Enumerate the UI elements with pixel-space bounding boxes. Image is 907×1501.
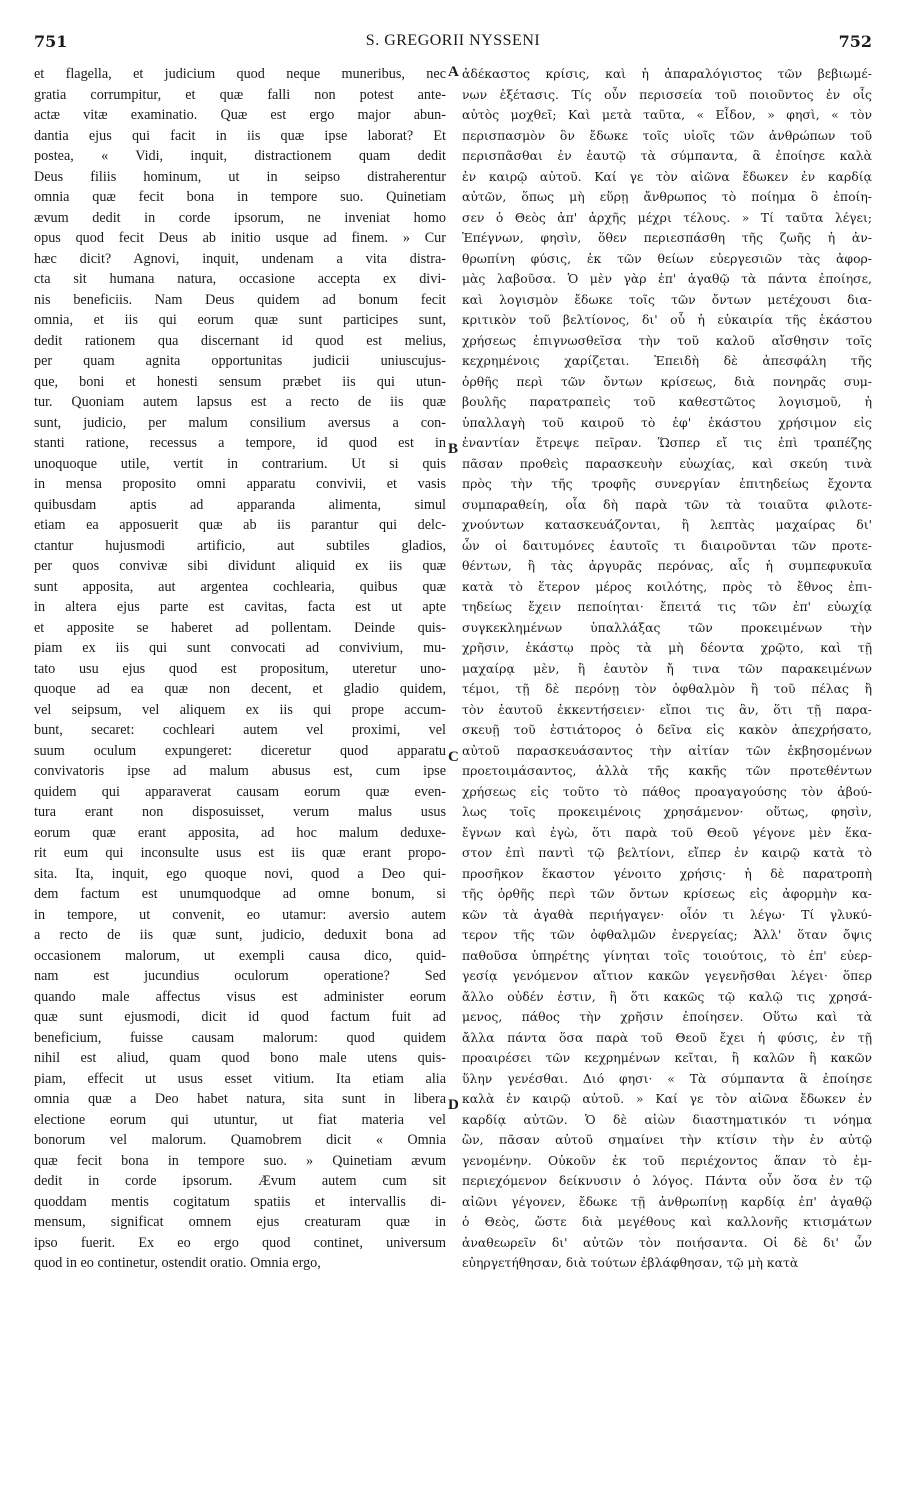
greek-text-line: σεν ὁ Θεὸς ἀπ' ἀρχῆς μέχρι τέλους. » Τί ταῦτα λέγει; xyxy=(462,209,872,225)
greek-text-line: Ἐπέγνων, φησὶν, ὅθεν περιεσπάσθη τῆς ζωῆς ἡ ἀν- xyxy=(462,230,872,245)
greek-text-line: ἀδέκαστος κρίσις, καὶ ἡ ἀπαραλόγιστος τῶν βεβιωμέ- xyxy=(462,66,872,81)
greek-text-line: τερον τῆς τῶν ὀφθαλμῶν ἐνεργείας; Ἀλλ' ὅταν ὄψις xyxy=(462,927,872,942)
greek-text-line: στον ἐπὶ παντὶ τῷ βελτίονι, εἴπερ ἐν καιρῷ κατὰ τὸ xyxy=(462,845,872,860)
greek-text-line: συμπαραθείη, οἷα δὴ παρὰ τῶν τὰ τοιαῦτα φιλοτε- xyxy=(462,496,872,512)
latin-text-line: actæ vitæ examinatio. Quæ est ergo major abun- xyxy=(34,107,446,123)
greek-text-line: αὐτὸς μοχθεῖ; Καὶ μετὰ ταῦτα, « Εἶδον, » φησὶ, « τὸν xyxy=(462,107,872,122)
latin-text-line: et apposite se haberet ad pollentam. Deinde quis- xyxy=(34,619,446,636)
section-marker-c: C xyxy=(448,749,459,765)
greek-text-line: σκευῇ τοῦ ἑστιάτορος ὁ δεῖνα εἰς κακὸν ἀπεχρήσατο, xyxy=(462,722,872,737)
latin-text-line: suum oculum expungeret: diceretur quod apparatu xyxy=(34,742,446,759)
latin-text-line: ctantur hujusmodi artificio, aut subtiles gladios, xyxy=(34,537,446,554)
greek-text-line: τέμοι, τῇ δὲ περόνῃ τὸν ὀφθαλμὸν ἢ τοῦ πέλας ἢ xyxy=(462,681,872,696)
greek-text-line: ἐναντίαν ἔτρεψε πεῖραν. Ὥσπερ εἴ τις ἐπὶ τραπέζης xyxy=(462,435,872,450)
greek-text-line: θέντων, ἢ τὰς ἀργυρᾶς περόνας, αἷς ἡ συμπεφυκυῖα xyxy=(462,558,872,573)
greek-text-line: παθοῦσα ὑπηρέτης γίνηται τοῖς τοιούτοις, τὸ ἐπ' εὐερ- xyxy=(462,947,872,963)
greek-text-line: αὐτοῦ παρασκευάσαντος τὴν αἰτίαν τῶν ἐκβησομένων xyxy=(462,742,872,758)
latin-text-line: bonorum vel malorum. Quamobrem dicit « Omnia xyxy=(34,1132,446,1148)
latin-text-line: tato usu ejus quod est propositum, uteretur uno- xyxy=(34,660,446,677)
greek-text-line: χρῆσιν, ἑκάστῳ πρὸς τὰ μὴ δέοντα χρῷτο, καὶ τῇ xyxy=(462,640,872,655)
latin-text-line: nis beneficiis. Nam Deus quidem ad bonum fecit xyxy=(34,291,446,308)
greek-text-line: καρδίᾳ αὐτῶν. Ὁ δὲ αἰὼν διαστηματικόν τι νόημα xyxy=(462,1111,872,1127)
greek-text-line: ὢν, πᾶσαν αὐτοῦ σημαίνει τὴν κτίσιν τὴν ἐν αὐτῷ xyxy=(462,1132,872,1147)
latin-text-line: opus quod fecit Deus ab initio usque ad finem. » Cur xyxy=(34,230,446,246)
greek-text-line: πρὸς τὴν τῆς τροφῆς συνεργίαν ἐπιτηδείως ἔχοντα xyxy=(462,476,872,491)
greek-text-line: χρήσεως εἰς τοῦτο τὸ πάθος προαγαγούσης τὸν ἀβού- xyxy=(462,783,872,799)
greek-text-line: κεχρημένοις χαρίζεται. Ἐπειδὴ δὲ ἀπεσφάλη τῆς xyxy=(462,353,872,368)
greek-text-line: προαιρέσει τῶν κεχρημένων κεῖται, ἢ καλῶν ἢ κακῶν xyxy=(462,1050,872,1065)
latin-text-line: et flagella, et judicium quod neque muneribus, nec xyxy=(34,66,446,82)
greek-text-line: χνούντων κατασκευάζονται, ἢ λεπτὰς μαχαίρας δι' xyxy=(462,517,872,532)
latin-text-line: eorum quæ erant apposita, ad hoc malum deduxe- xyxy=(34,824,446,841)
greek-text-line: ὁ Θεὸς, ὥστε διὰ μεγέθους καὶ καλλονῆς κτισμάτων xyxy=(462,1214,872,1229)
greek-text-line: γεσίᾳ γενόμενον αἴτιον κακῶν γεγενῆσθαι λέγει· ὅπερ xyxy=(462,968,872,983)
greek-text-line: πᾶσαν προθεὶς παρασκευὴν εὐωχίας, καὶ σκεύη τινὰ xyxy=(462,455,872,471)
greek-text-line: κῶν τὰ ἀγαθὰ περιήγαγεν· οἷόν τι λέγω· Τί γλυκύ- xyxy=(462,906,872,922)
greek-text-line: προσῆκον ἕκαστον γένοιτο χρήσις· ἡ δὲ παρατροπὴ xyxy=(462,865,872,881)
greek-text-line: κατὰ τὸ ἕτερον μέρος κοιλότης, πρὸς τὸ ἔθνος ἐπι- xyxy=(462,578,872,594)
latin-text-line: cta sit humana natura, occasione accepta ex divi- xyxy=(34,271,446,287)
greek-text-line: νων ἐξέτασις. Τίς οὖν περισσεία τοῦ ποιοῦντος ἐν οἷς xyxy=(462,86,872,102)
latin-text-line: ipso fuerit. Ex eo ergo quod continet, universum xyxy=(34,1234,446,1251)
greek-text-line: κριτικὸν τοῦ βελτίονος, δι' οὗ ἡ εὐκαιρία τῆς ἑκάστου xyxy=(462,312,872,327)
latin-text-line: quando male affectus visus est administer eorum xyxy=(34,988,446,1005)
latin-text-line: omnia quæ a Deo habet natura, sita sunt in libera xyxy=(34,1091,446,1107)
section-marker-a: A xyxy=(448,64,459,80)
greek-text-line: μαχαίρᾳ μὲν, ἢ ἑαυτὸν ἤ τινα τῶν παρακειμένων xyxy=(462,660,872,676)
latin-text-line: etiam ea apposuerit quæ ab iis parantur qui delc- xyxy=(34,517,446,533)
greek-text-line: προετοιμάσαντος, ἀλλὰ τῆς κακῆς τῶν προτεθέντων xyxy=(462,763,872,778)
greek-text-line: χρήσεως ἐπιγνωσθεῖσα τὴν τοῦ καλοῦ αἴσθησιν τοῖς xyxy=(462,332,872,348)
latin-text-line: tura erant non disposuisset, verum malus usus xyxy=(34,804,446,820)
greek-text-line: θρωπίνη φύσις, ἐκ τῶν θείων εὐεργεσιῶν τὰς ἀφορ- xyxy=(462,250,872,266)
latin-text-line: mensum, significat omnem ejus creaturam quæ in xyxy=(34,1214,446,1230)
latin-text-line: dem factum est unumquodque ad omne bonum, si xyxy=(34,886,446,902)
latin-text-line: sita. Ita, inquit, ego quoque novi, quod a Deo qui- xyxy=(34,865,446,882)
greek-text-line: αὐτῶν, ὅπως μὴ εὕρῃ ἄνθρωπος τὸ ποίημα ὃ ἐποίη- xyxy=(462,189,872,204)
latin-text-line: in mensa proposito omni apparatu convivii, et vasis xyxy=(34,476,446,492)
greek-text-line: ὀρθῆς περὶ τῶν ὄντων κρίσεως, διὰ πονηρᾶς συμ- xyxy=(462,373,872,389)
latin-text-line: in altera ejus parte est cavitas, facta est ut apte xyxy=(34,599,446,615)
greek-text-line: ἔγνων καὶ ἐγὼ, ὅτι παρὰ τοῦ Θεοῦ γέγονε μὲν ἕκα- xyxy=(462,824,872,840)
greek-text-line: αἰῶνι γέγονεν, ἔδωκε τῇ ἀνθρωπίνῃ καρδίᾳ ἐπ' ἀγαθῷ xyxy=(462,1193,872,1209)
latin-text-line: unoquoque utile, vertit in contrarium. Ut si quis xyxy=(34,455,446,472)
latin-text-line: piam, effecit ut usus esset vitium. Ita etiam alia xyxy=(34,1070,446,1087)
greek-text-line: μὰς λαβοῦσα. Ὁ μὲν γὰρ ἐπ' ἀγαθῷ τὰ πάντα ἐποίησε, xyxy=(462,271,872,286)
latin-text-line: a recto de iis quæ sunt, judicio, deduxit bona ad xyxy=(34,927,446,943)
latin-column xyxy=(34,64,446,1274)
latin-text-line: postea, « Vidi, inquit, distractionem quam dedit xyxy=(34,148,446,164)
latin-text-line: quoddam mentis cogitatum spatiis et intervallis di- xyxy=(34,1193,446,1210)
greek-text-line: καὶ λογισμὸν ἔδωκε τοῖς τῶν ὄντων μετέχουσι δια- xyxy=(462,291,872,307)
latin-text-line: omnia, et iis qui eorum quæ sunt participes sunt, xyxy=(34,312,446,328)
running-title: S. GREGORII NYSSENI xyxy=(365,32,541,49)
latin-text-line: per quam agnita opportunitas judicii uniuscujus- xyxy=(34,353,446,369)
greek-text-line: περιεχόμενον δείκνυσιν ὁ λόγος. Πάντα οὖν ὅσα ἐν τῷ xyxy=(462,1173,872,1188)
latin-text-line: electione eorum qui utuntur, ut fiat materia vel xyxy=(34,1111,446,1128)
latin-text-line: occasionem malorum, ut exempli causa dico, quid- xyxy=(34,947,446,964)
latin-text-line: quibusdam aptis ad apparanda alimenta, simul xyxy=(34,496,446,513)
latin-text-line: stanti ratione, recessus a tempore, id quod est in xyxy=(34,435,446,451)
greek-text-line: ἀναθεωρεῖν δι' αὐτῶν τὸν ποιήσαντα. Οἱ δὲ δι' ὧν xyxy=(462,1234,872,1250)
greek-text-line: ἄλλα πάντα ὅσα παρὰ τοῦ Θεοῦ ἔχει ἡ φύσις, ἐν τῇ xyxy=(462,1029,872,1045)
latin-text-line: nam est jucundius oculorum operatione? Sed xyxy=(34,968,446,984)
latin-text-line: dantia ejus qui facit in iis quæ ipse laborat? Et xyxy=(34,127,446,144)
latin-text-line: omnia quæ fecit bona in tempore suo. Quinetiam xyxy=(34,189,446,205)
latin-text-line: beneficium, fuisse causam malorum: quod quidem xyxy=(34,1029,446,1046)
greek-column xyxy=(462,64,872,1274)
greek-text-line: εὐηργετήθησαν, διὰ τούτων ἐβλάφθησαν, τῷ μὴ κατὰ xyxy=(462,1255,799,1270)
greek-text-line: περισπᾶσθαι ἐν ἑαυτῷ τὰ σύμπαντα, ἃ ἐποίησε καλὰ xyxy=(462,148,872,163)
latin-text-line: quidem qui apparaverat causam eorum quæ even- xyxy=(34,783,446,800)
section-marker-b: B xyxy=(448,441,459,457)
greek-text-line: τὸν ἑαυτοῦ ἐκκεντήσειεν· εἴποι τις ἂν, ὅτι τῇ παρα- xyxy=(462,701,872,717)
greek-text-line: ὑπαλλαγὴ τοῦ καιροῦ τὸ ἐφ' ἑκάστου χρήσιμον εἰς xyxy=(462,414,872,430)
latin-text-line: bunt, secaret: cochleari autem vel proximi, vel xyxy=(34,722,446,738)
greek-text-line: βουλῆς παρατραπεὶς τοῦ καθεστῶτος λογισμοῦ, ἡ xyxy=(462,394,872,409)
latin-text-line: nihil est aliud, quam quod bono male utens quis- xyxy=(34,1050,446,1066)
latin-text-line: in tempore, ut convenit, eo utamur: aversio autem xyxy=(34,906,446,923)
greek-text-line: τηδείως ἔχειν πεποίηται· ἔπειτά τις τῶν ἐπ' εὐωχίᾳ xyxy=(462,599,872,614)
greek-text-line: ἐν καιρῷ αὐτοῦ. Καί γε τὸν αἰῶνα ἔδωκεν ἐν καρδίᾳ xyxy=(462,168,872,184)
page-number-right: 752 xyxy=(838,32,872,51)
greek-text-line: καλὰ ἐν καιρῷ αὐτοῦ. » Καί γε τὸν αἰῶνα ἔδωκεν ἐν xyxy=(462,1091,872,1106)
latin-text-line: vel seipsum, vel aliquem ex iis qui prope accum- xyxy=(34,701,446,718)
greek-text-line: λως τοῖς προκειμένοις χρησάμενον· οὕτως, φησὶν, xyxy=(462,804,872,819)
latin-text-line: tur. Quoniam autem lapsus est a recto de iis quæ xyxy=(34,394,446,410)
page-number-left: 751 xyxy=(34,32,68,51)
latin-text-line: gratia corrumpitur, et quæ falli non potest ante- xyxy=(34,86,446,103)
latin-text-line: sunt, judicio, per malum consilium aversus a con- xyxy=(34,414,446,431)
latin-text-line: dedit rationem qua discernant id quod est melius, xyxy=(34,332,446,349)
latin-text-line: convivatoris ipse ad malum abusus est, cum ipse xyxy=(34,763,446,779)
latin-text-line: hæc dicit? Agnovi, inquit, undenam a vita distra- xyxy=(34,250,446,267)
greek-text-line: μενος, πάθος τὴν χρῆσιν ἐποίησεν. Οὕτω καὶ τὰ xyxy=(462,1009,872,1024)
latin-text-line: dedit in corde ipsorum. Ævum autem cum sit xyxy=(34,1173,446,1189)
latin-text-line: quæ sunt ejusmodi, dicit id quod factum fuit ad xyxy=(34,1009,446,1025)
greek-text-line: τῆς ὀρθῆς περὶ τῶν ὄντων κρίσεως εἰς ἀφορμὴν κα- xyxy=(462,886,872,901)
latin-text-line: que, boni et honesti sensum præbet iis qui utun- xyxy=(34,373,446,390)
latin-text-line: quæ fecit bona in tempore suo. » Quinetiam ævum xyxy=(34,1152,446,1169)
greek-text-line: γενομένην. Οὐκοῦν ἐκ τοῦ περιέχοντος ἅπαν τὸ ἐμ- xyxy=(462,1152,872,1168)
section-marker-d: D xyxy=(448,1097,459,1113)
latin-text-line: ævum dedit in corde ipsorum, ne inveniat homo xyxy=(34,209,446,226)
latin-text-line: quoque ad ea quæ non decent, et gladio quidem, xyxy=(34,681,446,697)
latin-text-line: piam ex iis qui sunt convocati ad convivium, mu- xyxy=(34,640,446,656)
page-header xyxy=(34,32,872,58)
greek-text-line: συγκεκλημένων ὑπαλλάξας τῶν προκειμένων τὴν xyxy=(462,619,872,635)
greek-text-line: ὧν οἱ δαιτυμόνες ἑαυτοῖς τι διαιροῦνται τῶν προτε- xyxy=(462,537,872,553)
latin-text-line: rit eum qui inconsulte usus est iis quæ erant propo- xyxy=(34,845,446,861)
latin-text-line: quod in eo continetur, ostendit oratio. Omnia ergo, xyxy=(34,1255,321,1271)
greek-text-line: ἄλλο οὐδέν ἐστιν, ἢ ὅτι κακῶς τῷ καλῷ τις χρησά- xyxy=(462,988,872,1004)
latin-text-line: sunt apposita, aut argentea cochlearia, quibus quæ xyxy=(34,578,446,595)
latin-text-line: Deus filiis hominum, ut in seipso distraherentur xyxy=(34,168,446,185)
latin-text-line: per quos convivæ sibi dividunt aliquid ex iis quæ xyxy=(34,558,446,574)
greek-text-line: περισπασμὸν ὃν ἔδωκε τοῖς υἱοῖς τῶν ἀνθρώπων τοῦ xyxy=(462,127,872,143)
greek-text-line: ὕλην γενέσθαι. Διό φησι· « Τὰ σύμπαντα ἃ ἐποίησε xyxy=(462,1070,872,1086)
